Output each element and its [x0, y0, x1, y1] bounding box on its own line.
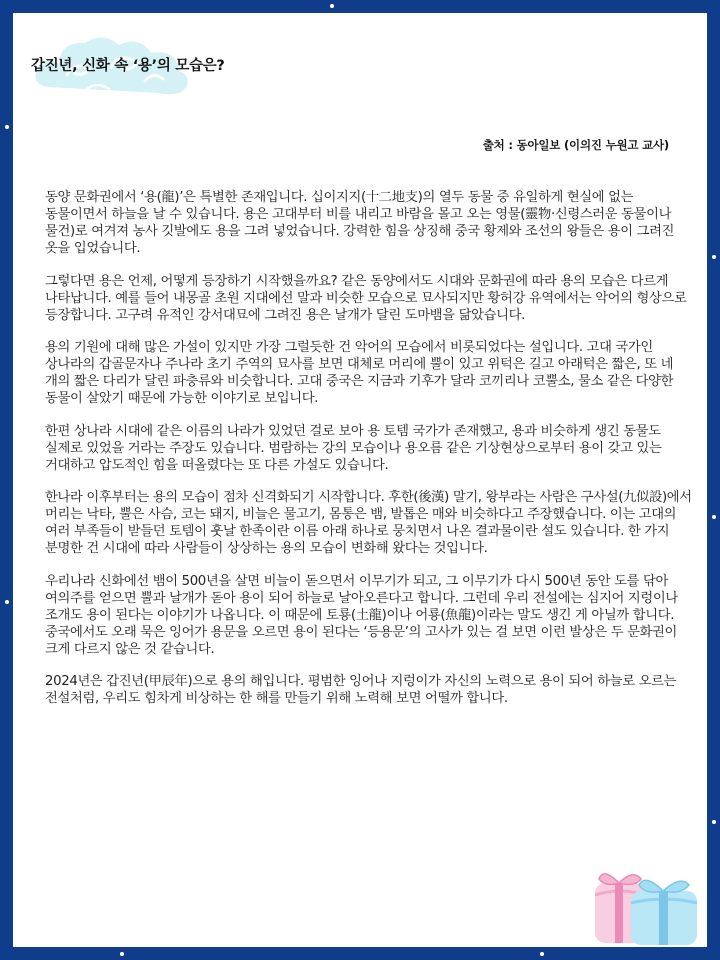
- article-paragraph: 용의 기원에 대해 많은 가설이 있지만 가장 그럴듯한 건 악어의 모습에서 비롯되었다는 설입니다. 고대 국가인 상나라의 갑골문자나 주나라 초기 주역의 묘사를 보면 대체로 머리에 뿔이 있고 위턱은 길고 아래턱은 짧은, 또 네 개의 짧은 다리가 달린 파충류와 비슷합니다. 고대 중국은 지금과 기후가 달라 코끼리나 코뿔소, 물소 같은 다양한 동물이 살았기 때문에 가능한 이야기로 보입니다.: [45, 340, 674, 406]
- star-dot: [712, 515, 716, 519]
- gift-boxes-icon: [591, 865, 703, 947]
- star-dot: [712, 255, 716, 259]
- article-paragraph: 그렇다면 용은 언제, 어떻게 등장하기 시작했을까요? 같은 동양에서도 시대와 문화권에 따라 용의 모습은 다르게 나타납니다. 예를 들어 내몽골 초원 지대에선 말과 비슷한 모습으로 묘사되지만 황허강 유역에서는 악어의 형상으로 등장합니다. 고구려 유적인 강서대묘에 그려진 용은 날개가 달린 도마뱀을 닮았습니다.: [45, 273, 687, 323]
- star-dot: [5, 125, 9, 129]
- article-paragraph: 동양 문화권에서 ‘용(龍)’은 특별한 존재입니다. 십이지지(十二地支)의 열두 동물 중 유일하게 현실에 없는 동물이면서 하늘을 날 수 있습니다. 용은 고대부터 비를 내리고 바람을 몰고 오는 영물(靈物·신령스러운 동물이나 물건)로 여겨져 농사 깃발에도 용을 그려 넣었습니다. 강력한 힘을 상징해 중국 황제와 조선의 왕들은 용이 그려진 옷을 입었습니다.: [45, 190, 675, 256]
- star-dot: [540, 952, 544, 956]
- star-dot: [120, 952, 124, 956]
- article-paragraph: 우리나라 신화에선 뱀이 500년을 살면 비늘이 돋으면서 이무기가 되고, 그 이무기가 다시 500년 동안 도를 닦아 여의주를 얻으면 뿔과 날개가 돋아 용이 되어 하늘로 날아오른다고 합니다. 그런데 우리 전설에는 심지어 지렁이나 조개도 용이 된다는 이야기가 나옵니다. 이 때문에 토룡(土龍)이나 어룡(魚龍)이라는 말도 생긴 게 아닐까 합니다. 중국에서도 오래 묵은 잉어가 용문을 오르면 용이 된다는 ‘등용문’의 고사가 있는 걸 보면 이런 발상은 두 문화권이 크게 다르지 않은 것 같습니다.: [45, 573, 678, 657]
- article-paragraph: 2024년은 갑진년(甲辰年)으로 용의 해입니다. 평범한 잉어나 지렁이가 자신의 노력으로 용이 되어 하늘로 오르는 전설처럼, 우리도 힘차게 비상하는 한 해를 만들기 위해 노력해 보면 어떨까 합니다.: [45, 674, 677, 706]
- document-page: [13, 13, 707, 947]
- article-title: 갑진년, 신화 속 ‘용’의 모습은?: [31, 58, 225, 74]
- article-paragraph: 한편 상나라 시대에 같은 이름의 나라가 있었던 걸로 보아 용 토템 국가가 존재했고, 용과 비슷하게 생긴 동물도 실제로 있었을 거라는 주장도 있습니다. 범람하는 강의 모습이나 용오름 같은 기상현상으로부터 용이 갖고 있는 거대하고 압도적인 힘을 떠올렸다는 또 다른 가설도 있습니다.: [45, 423, 662, 473]
- star-dot: [712, 820, 716, 824]
- article-body: [45, 189, 693, 723]
- star-dot: [330, 4, 334, 8]
- article-paragraph: 한나라 이후부터는 용의 모습이 점차 신격화되기 시작합니다. 후한(後漢) 말기, 왕부라는 사람은 구사설(九似設)에서 머리는 낙타, 뿔은 사슴, 코는 돼지, 비늘은 물고기, 몸통은 뱀, 발톱은 매와 비슷하다고 주장했습니다. 이는 고대의 여러 부족들이 받들던 토템이 훗날 한족이란 이름 아래 하나로 뭉치면서 나온 결과물이란 설도 있습니다. 한 가지 분명한 건 시대에 따라 사람들이 상상하는 용의 모습이 변화해 왔다는 것입니다.: [45, 490, 692, 556]
- star-dot: [5, 600, 9, 604]
- article-source: 출처 : 동아일보 (이의진 누원고 교사): [482, 138, 669, 152]
